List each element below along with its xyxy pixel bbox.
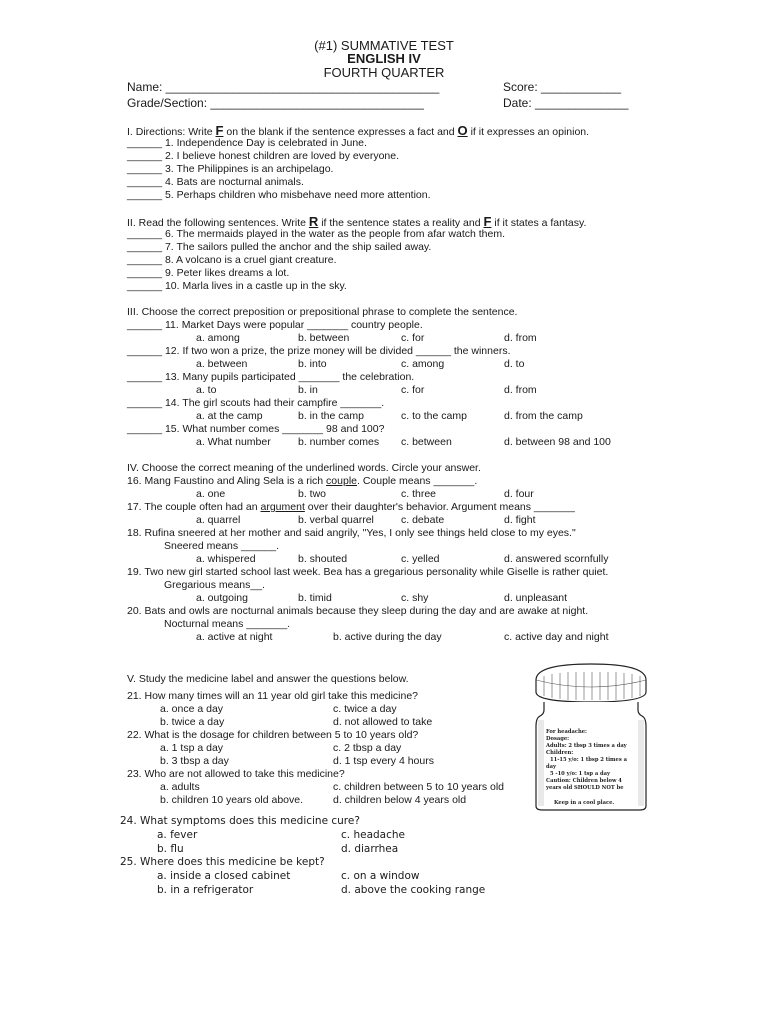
question-text: 16. Mang Faustino and Aling Sela is a rich — [127, 475, 327, 487]
fact-letter: F — [215, 123, 224, 138]
label-line: 11-15 y/o: 1 tbsp 2 times a — [550, 757, 627, 763]
question-24[interactable]: 24. What symptoms does this medicine cure? — [120, 815, 360, 827]
grade-section-field[interactable]: Grade/Section: ________________________________ — [127, 96, 424, 110]
choice-a[interactable]: a. whispered — [196, 553, 256, 565]
choice-b[interactable]: b. in the camp — [298, 410, 364, 422]
choice-a[interactable]: a. adults — [160, 781, 200, 793]
choice-d[interactable]: d. fight — [504, 514, 536, 526]
label-line: Children: — [546, 750, 574, 756]
choice-c[interactable]: c. for — [401, 332, 425, 344]
question-item[interactable]: ______ 7. The sailors pulled the anchor and the ship sailed away. — [127, 241, 432, 253]
choice-b[interactable]: b. active during the day — [333, 631, 442, 643]
choice-b[interactable]: b. 3 tbsp a day — [160, 755, 229, 767]
choice-d[interactable]: d. four — [504, 488, 534, 500]
label-line: years old SHOULD NOT be — [546, 785, 624, 791]
question-item[interactable]: ______ 4. Bats are nocturnal animals. — [127, 176, 304, 188]
label-line: day — [546, 764, 557, 770]
choice-d[interactable]: d. not allowed to take — [333, 716, 433, 728]
date-field[interactable]: Date: ______________ — [503, 96, 629, 110]
name-field[interactable]: Name: _________________________________________ — [127, 80, 440, 94]
question-sub: Gregarious means__. — [164, 579, 265, 591]
label-line: 5 -10 y/o: 1 tsp a day — [550, 771, 611, 777]
question-11[interactable]: ______ 11. Market Days were popular _______ country people. — [127, 319, 423, 331]
choice-d[interactable]: d. from — [504, 332, 537, 344]
choice-d[interactable]: d. from — [504, 384, 537, 396]
choice-b[interactable]: b. children 10 years old above. — [160, 794, 304, 806]
choice-d[interactable]: d. 1 tsp every 4 hours — [333, 755, 434, 767]
question-17[interactable] — [127, 501, 575, 514]
choice-d[interactable]: d. answered scornfully — [504, 553, 609, 565]
jar-body — [536, 702, 646, 810]
test-title: (#1) SUMMATIVE TEST — [314, 38, 454, 53]
reality-letter: R — [308, 214, 319, 229]
choice-c[interactable]: c. between — [401, 436, 452, 448]
question-item[interactable]: ______ 2. I believe honest children are loved by everyone. — [127, 150, 400, 162]
choice-c[interactable]: c. among — [401, 358, 445, 370]
question-19[interactable]: 19. Two new girl started school last week. Bea has a gregarious personality while Giselle is rather quiet. — [127, 566, 609, 578]
choice-b[interactable]: b. twice a day — [160, 716, 225, 728]
question-item[interactable]: ______ 8. A volcano is a cruel giant creature. — [127, 254, 337, 266]
choice-c[interactable]: c. 2 tbsp a day — [333, 742, 402, 754]
choice-a[interactable]: a. inside a closed cabinet — [157, 870, 291, 882]
question-14[interactable]: ______ 14. The girl scouts had their campfire _______. — [127, 397, 385, 409]
choice-a[interactable]: a. at the camp — [196, 410, 263, 422]
quarter-title: FOURTH QUARTER — [323, 65, 445, 80]
underlined-word: argument — [260, 501, 305, 513]
choice-d[interactable]: d. to — [504, 358, 525, 370]
directions-text: on the blank if the sentence expresses a fact and — [223, 126, 458, 138]
jar-shade — [538, 720, 544, 806]
choice-d[interactable]: d. from the camp — [504, 410, 583, 422]
question-item[interactable]: ______ 5. Perhaps children who misbehave need more attention. — [127, 189, 431, 201]
question-item[interactable]: ______ 10. Marla lives in a castle up in the sky. — [127, 280, 347, 292]
choice-a[interactable]: a. active at night — [196, 631, 273, 643]
question-item[interactable]: ______ 9. Peter likes dreams a lot. — [127, 267, 290, 279]
choice-d[interactable]: d. above the cooking range — [341, 884, 486, 896]
choice-b[interactable]: b. shouted — [298, 553, 348, 565]
directions-text: II. Read the following sentences. Write — [127, 217, 309, 229]
label-line: Keep in a cool place. — [554, 800, 615, 806]
underlined-word: couple — [326, 475, 357, 487]
choice-a[interactable]: a. one — [196, 488, 226, 500]
choice-b[interactable]: b. between — [298, 332, 350, 344]
question-18[interactable]: 18. Rufina sneered at her mother and said angrily, "Yes, I only see things held close to my eyes." — [127, 527, 576, 539]
choice-b[interactable]: b. timid — [298, 592, 332, 604]
choice-d[interactable]: d. unpleasant — [504, 592, 568, 604]
choice-d[interactable]: d. children below 4 years old — [333, 794, 467, 806]
directions-text: I. Directions: Write — [127, 126, 216, 138]
choice-c[interactable]: c. debate — [401, 514, 445, 526]
question-13[interactable]: ______ 13. Many pupils participated _______ the celebration. — [127, 371, 415, 383]
question-22[interactable]: 22. What is the dosage for children between 5 to 10 years old? — [127, 729, 419, 741]
choice-a[interactable]: a. fever — [157, 829, 198, 841]
choice-d[interactable]: d. diarrhea — [341, 843, 399, 855]
choice-b[interactable]: b. in a refrigerator — [157, 884, 254, 896]
part5-directions: V. Study the medicine label and answer the questions below. — [127, 673, 409, 685]
choice-a[interactable]: a. once a day — [160, 703, 224, 715]
choice-a[interactable]: a. to — [196, 384, 217, 396]
directions-text: if it states a fantasy. — [491, 217, 587, 229]
choice-a[interactable]: a. outgoing — [196, 592, 248, 604]
choice-c[interactable]: c. headache — [341, 829, 405, 841]
choice-a[interactable]: a. among — [196, 332, 240, 344]
fantasy-letter: F — [483, 214, 492, 229]
choice-c[interactable]: c. three — [401, 488, 437, 500]
choice-c[interactable]: c. on a window — [341, 870, 420, 882]
opinion-letter: O — [457, 123, 468, 138]
choice-a[interactable]: a. What number — [196, 436, 271, 448]
choice-b[interactable]: b. into — [298, 358, 327, 370]
label-line: Dosage: — [546, 736, 570, 742]
choice-c[interactable]: c. yelled — [401, 553, 440, 565]
medicine-jar-illustration — [530, 660, 652, 812]
question-15[interactable]: ______ 15. What number comes _______ 98 and 100? — [127, 423, 385, 435]
choice-b[interactable]: b. two — [298, 488, 327, 500]
choice-c[interactable]: c. children between 5 to 10 years old — [333, 781, 505, 793]
directions-text: if the sentence states a reality and — [318, 217, 484, 229]
question-text: over their daughter's behavior. Argument means _______ — [304, 501, 575, 513]
score-field[interactable]: Score: ____________ — [503, 80, 622, 94]
question-item[interactable]: ______ 3. The Philippines is an archipelago. — [127, 163, 334, 175]
jar-lid — [536, 664, 646, 702]
choice-d[interactable]: d. between 98 and 100 — [504, 436, 611, 448]
question-23[interactable]: 23. Who are not allowed to take this medicine? — [127, 768, 345, 780]
question-20[interactable]: 20. Bats and owls are nocturnal animals because they sleep during the day and are awake at night. — [127, 605, 589, 617]
question-text: 17. The couple often had an — [127, 501, 261, 513]
directions-text: if it expresses an opinion. — [467, 126, 590, 138]
choice-a[interactable]: a. 1 tsp a day — [160, 742, 224, 754]
question-25[interactable]: 25. Where does this medicine be kept? — [120, 856, 325, 868]
question-text: . Couple means _______. — [357, 475, 478, 487]
part3-directions: III. Choose the correct preposition or prepositional phrase to complete the sentence. — [127, 306, 518, 318]
choice-c[interactable]: c. twice a day — [333, 703, 397, 715]
choice-a[interactable]: a. quarrel — [196, 514, 241, 526]
choice-a[interactable]: a. between — [196, 358, 248, 370]
question-sub: Nocturnal means _______. — [164, 618, 291, 630]
question-item[interactable]: ______ 1. Independence Day is celebrated in June. — [127, 137, 367, 149]
question-sub: Sneered means ______. — [164, 540, 280, 552]
question-16[interactable] — [127, 475, 477, 488]
choice-b[interactable]: b. flu — [157, 843, 184, 855]
choice-b[interactable]: b. verbal quarrel — [298, 514, 374, 526]
choice-c[interactable]: c. active day and night — [504, 631, 609, 643]
question-21[interactable]: 21. How many times will an 11 year old girl take this medicine? — [127, 690, 419, 702]
choice-c[interactable]: c. to the camp — [401, 410, 467, 422]
part4-directions: IV. Choose the correct meaning of the underlined words. Circle your answer. — [127, 462, 481, 474]
jar-shade — [638, 720, 644, 806]
choice-c[interactable]: c. for — [401, 384, 425, 396]
subject-title: ENGLISH IV — [347, 51, 421, 66]
label-line: Caution: Children below 4 — [546, 778, 622, 784]
question-item[interactable]: ______ 6. The mermaids played in the water as the people from afar watch them. — [127, 228, 506, 240]
question-12[interactable]: ______ 12. If two won a prize, the prize money will be divided ______ the winners. — [127, 345, 511, 357]
label-line: Adults: 2 tbsp 3 times a day — [546, 743, 627, 749]
choice-b[interactable]: b. in — [298, 384, 318, 396]
choice-b[interactable]: b. number comes — [298, 436, 380, 448]
choice-c[interactable]: c. shy — [401, 592, 429, 604]
label-line: For headache: — [546, 729, 587, 735]
